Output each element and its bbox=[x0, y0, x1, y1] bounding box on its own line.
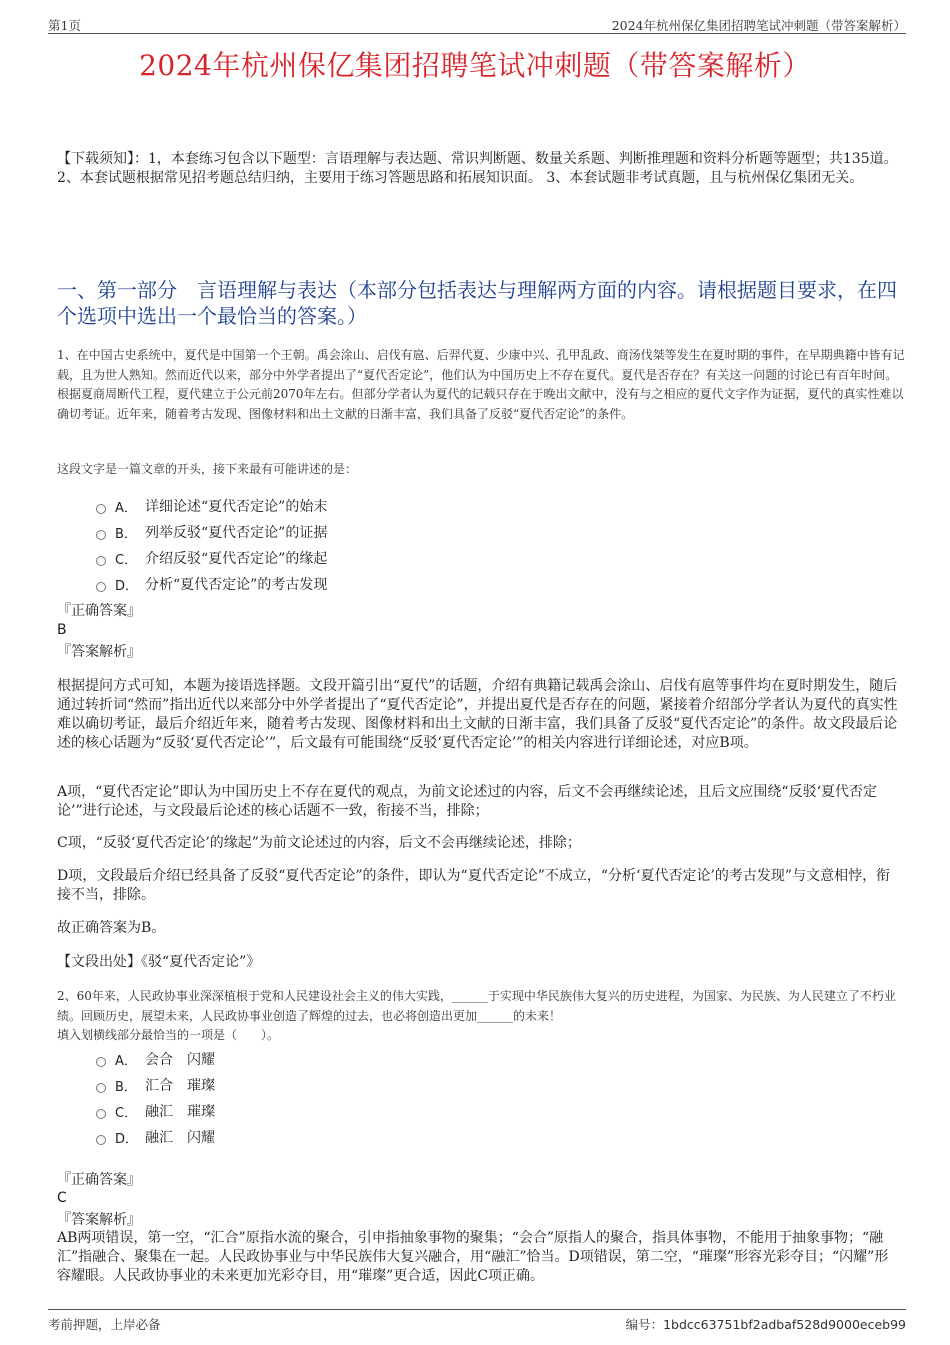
page-footer bbox=[48, 1309, 906, 1333]
q1-analysis-c: C项，“反驳‘夏代否定论’的缘起”为前文论述过的内容，后文不会再继续论述，排除； bbox=[57, 835, 581, 851]
document-title: 2024年杭州保亿集团招聘笔试冲刺题（带答案解析） bbox=[139, 49, 811, 82]
option-key: B． bbox=[115, 1079, 137, 1095]
radio-icon[interactable] bbox=[96, 1109, 106, 1119]
page-number: 第1页 bbox=[48, 18, 81, 33]
footer-code-label: 编号： bbox=[625, 1317, 664, 1332]
q1-analysis-d: D项，文段最后介绍已经具备了反驳“夏代否定论”的条件，即认为“夏代否定论”不成立，“分析‘夏代否定论’的考古发现”与文意相悖，衔接不当，排除。 bbox=[57, 868, 891, 903]
radio-icon[interactable] bbox=[96, 504, 106, 514]
q1-option-d[interactable] bbox=[96, 571, 327, 597]
q2-options bbox=[96, 1046, 215, 1150]
download-notice: 【下载须知】：1，本套练习包含以下题型：言语理解与表达题、常识判断题、数量关系题、判断推理题和资料分析题等题型；共135道。 2、本套试题根据常见招考题总结归纳，主要用于练习答题思路和拓展知识面。 3、本套试题非考试真题，且与杭州保亿集团无关。 bbox=[57, 151, 898, 186]
radio-icon[interactable] bbox=[96, 530, 106, 540]
q2-option-b[interactable] bbox=[96, 1072, 215, 1098]
q2-option-a[interactable] bbox=[96, 1046, 215, 1072]
page-header bbox=[48, 14, 906, 34]
q1-question: 这段文字是一篇文章的开头，接下来最有可能讲述的是： bbox=[57, 462, 358, 476]
option-text: 融汇 璀璨 bbox=[145, 1104, 215, 1120]
option-text: 会合 闪耀 bbox=[145, 1052, 215, 1068]
option-text: 汇合 璀璨 bbox=[145, 1078, 215, 1094]
q1-analysis-main: 根据提问方式可知，本题为接语选择题。文段开篇引出“夏代”的话题，介绍有典籍记载禹会涂山、启伐有扈等事件均在夏时期发生，随后通过转折词“然而”指出近代以来部分中外学者提出了“夏代否定论”，并提出夏代是否存在的问题，紧接着介绍部分学者认为夏代的真实性难以确切考证，最后介绍近年来，随着考古发现、图像材料和出土文献的日渐丰富，我们具备了反驳“夏代否定论”的条件。故文段最后论述的核心话题为“反驳‘夏代否定论’”，后文最有可能围绕“反驳‘夏代否定论’”的相关内容进行详细论述，对应B项。 bbox=[57, 678, 898, 751]
option-key: A． bbox=[115, 1053, 137, 1069]
option-key: D． bbox=[115, 578, 139, 594]
q1-stem: 1、在中国古史系统中，夏代是中国第一个王朝。禹会涂山、启伐有扈、后羿代夏、少康中兴、孔甲乱政、商汤伐桀等发生在夏时期的事件，在早期典籍中皆有记载，且为世人熟知。然而近代以来，部分中外学者提出了“夏代否定论”，他们认为中国历史上不存在夏代。夏代是否存在？有关这一问题的讨论已有百年时间。根据夏商周断代工程，夏代建立于公元前2070年左右。但部分学者认为夏代的记载只存在于晚出文献中，没有与之相应的夏代文字作为证据，夏代的真实性难以确切考证。近年来，随着考古发现、图像材料和出土文献的日渐丰富，我们具备了反驳“夏代否定论”的条件。 bbox=[57, 348, 905, 421]
footer-slogan: 考前押题，上岸必备 bbox=[48, 1317, 161, 1332]
q2-analysis-label: 『答案解析』 bbox=[57, 1212, 141, 1228]
option-text: 介绍反驳“夏代否定论”的缘起 bbox=[145, 551, 328, 567]
option-key: C． bbox=[115, 1105, 138, 1121]
q1-source: 【文段出处】《驳“夏代否定论”》 bbox=[57, 954, 261, 970]
q1-option-b[interactable] bbox=[96, 519, 327, 545]
q1-conclusion: 故正确答案为B。 bbox=[57, 920, 166, 936]
footer-code bbox=[626, 1315, 906, 1333]
option-key: A． bbox=[115, 500, 137, 516]
q1-analysis-a: A项，“夏代否定论”即认为中国历史上不存在夏代的观点，为前文论述过的内容，后文不会再继续论述，且后文应围绕“反驳‘夏代否定论’”进行论述，与文段最后论述的核心话题不一致，衔接不当，排除； bbox=[57, 784, 878, 819]
option-key: B． bbox=[115, 526, 137, 542]
option-key: D． bbox=[115, 1131, 139, 1147]
q1-option-c[interactable] bbox=[96, 545, 327, 571]
q2-stem: 2、60年来，人民政协事业深深植根于党和人民建设社会主义的伟大实践，______于实现中华民族伟大复兴的历史进程，为国家、为民族、为人民建立了不朽业绩。回顾历史，展望未来，人民政协事业创造了辉煌的过去，也必将创造出更加______的未来！ bbox=[57, 989, 896, 1023]
q1-answer: B bbox=[57, 622, 67, 638]
q1-option-a[interactable] bbox=[96, 493, 327, 519]
q2-answer-label: 『正确答案』 bbox=[57, 1172, 141, 1188]
option-text: 融汇 闪耀 bbox=[145, 1130, 215, 1146]
option-text: 列举反驳“夏代否定论”的证据 bbox=[145, 525, 328, 541]
section-heading: 一、第一部分 言语理解与表达（本部分包括表达与理解两方面的内容。请根据题目要求，在四个选项中选出一个最恰当的答案。） bbox=[57, 278, 897, 328]
q1-analysis-label: 『答案解析』 bbox=[57, 644, 141, 660]
option-text: 详细论述“夏代否定论”的始末 bbox=[145, 499, 328, 515]
radio-icon[interactable] bbox=[96, 1083, 106, 1093]
radio-icon[interactable] bbox=[96, 1135, 106, 1145]
header-title: 2024年杭州保亿集团招聘笔试冲刺题（带答案解析） bbox=[611, 18, 906, 33]
q2-analysis: AB两项错误，第一空，“汇合”原指水流的聚合，引申指抽象事物的聚集；“会合”原指人的聚合，指具体事物，不能用于抽象事物；“融汇”指融合、聚集在一起。人民政协事业与中华民族伟大复兴融合，用“融汇”恰当。D项错误，第二空，“璀璨”形容光彩夺目；“闪耀”形容耀眼。人民政协事业的未来更加光彩夺目，用“璀璨”更合适，因此C项正确。 bbox=[57, 1230, 889, 1284]
q1-answer-label: 『正确答案』 bbox=[57, 603, 141, 619]
radio-icon[interactable] bbox=[96, 1057, 106, 1067]
radio-icon[interactable] bbox=[96, 556, 106, 566]
q2-answer: C bbox=[57, 1190, 67, 1206]
radio-icon[interactable] bbox=[96, 582, 106, 592]
option-text: 分析“夏代否定论”的考古发现 bbox=[145, 577, 328, 593]
footer-code-value: 1bdcc63751bf2adbaf528d9000eceb99 bbox=[663, 1317, 906, 1332]
option-key: C． bbox=[115, 552, 138, 568]
q2-question: 填入划横线部分最恰当的一项是（ ）。 bbox=[57, 1028, 280, 1042]
q2-option-c[interactable] bbox=[96, 1098, 215, 1124]
q1-options bbox=[96, 493, 327, 597]
q2-option-d[interactable] bbox=[96, 1124, 215, 1150]
